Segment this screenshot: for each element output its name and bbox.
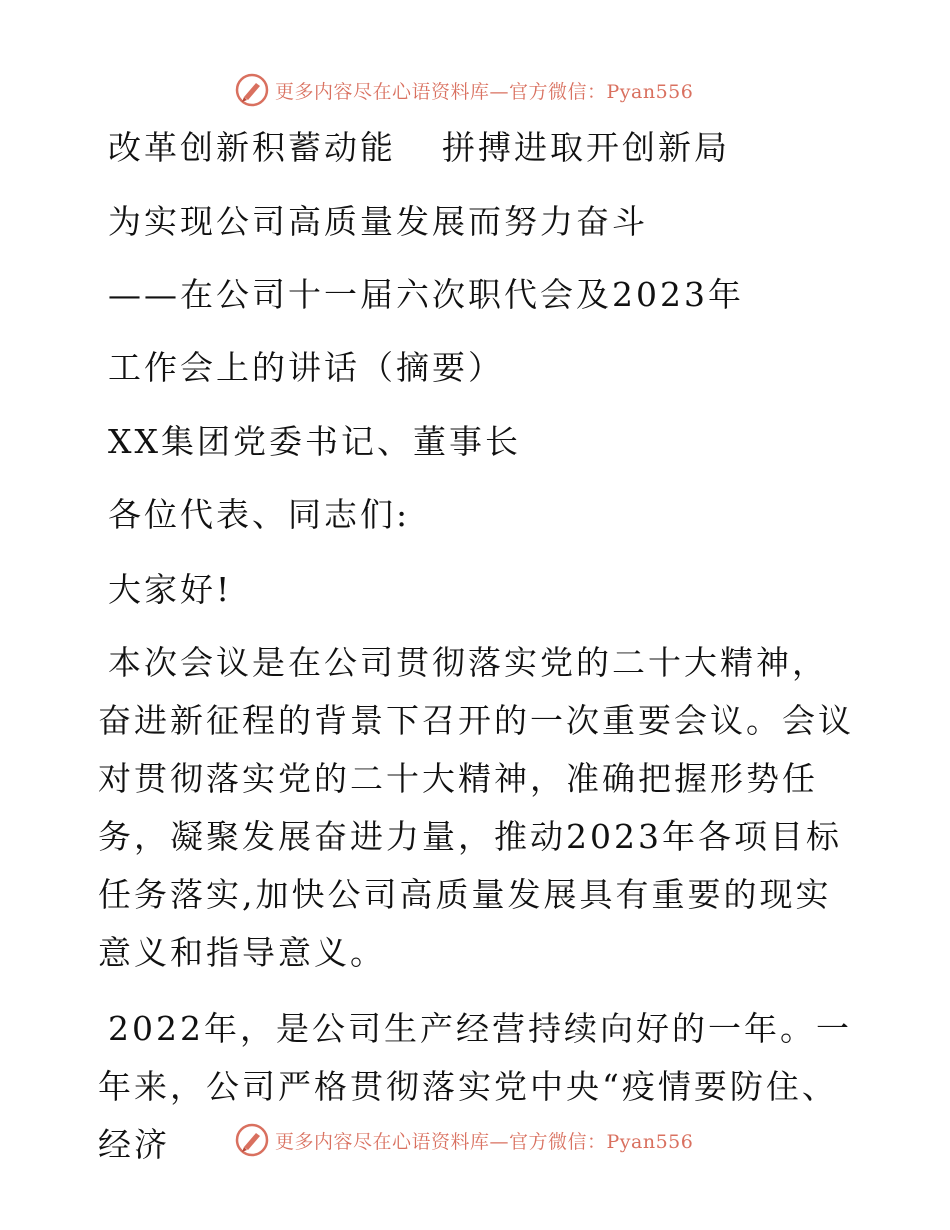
- watermark-footer: [235, 1122, 693, 1158]
- pen-logo-icon: [235, 1123, 269, 1157]
- watermark-text: 更多内容尽在心语资料库—官方微信：Pyan556: [275, 80, 694, 103]
- title-part-2: 拼搏进取开创新局: [442, 128, 730, 167]
- paragraph-1: 本次会议是在公司贯彻落实党的二十大精神，奋进新征程的背景下召开的一次重要会议。会议对贯彻落实党的二十大精神，准确把握形势任务，凝聚发展奋进力量，推动2023年各项目标任务落实,加快公司高质量发展具有重要的现实意义和指导意义。: [98, 643, 854, 972]
- title-line-3: ——在公司十一届六次职代会及2023年: [108, 275, 744, 314]
- paragraph-2: 2022年，是公司生产经营持续向好的一年。一年来，公司严格贯彻落实党中央“疫情要防住、经济: [98, 1009, 852, 1164]
- watermark-header: [235, 72, 693, 108]
- title-part-1: 改革创新积蓄动能: [108, 128, 396, 167]
- speaker-line: XX集团党委书记、董事长: [108, 422, 521, 461]
- title-line-1: [108, 128, 730, 168]
- title-line-2: 为实现公司高质量发展而努力奋斗: [108, 202, 648, 241]
- greeting: 大家好!: [108, 570, 233, 609]
- salutation: 各位代表、同志们:: [108, 495, 411, 534]
- title-line-4: 工作会上的讲话（摘要）: [108, 348, 504, 387]
- pen-logo-icon: [235, 73, 269, 107]
- watermark-text: 更多内容尽在心语资料库—官方微信：Pyan556: [275, 1130, 694, 1153]
